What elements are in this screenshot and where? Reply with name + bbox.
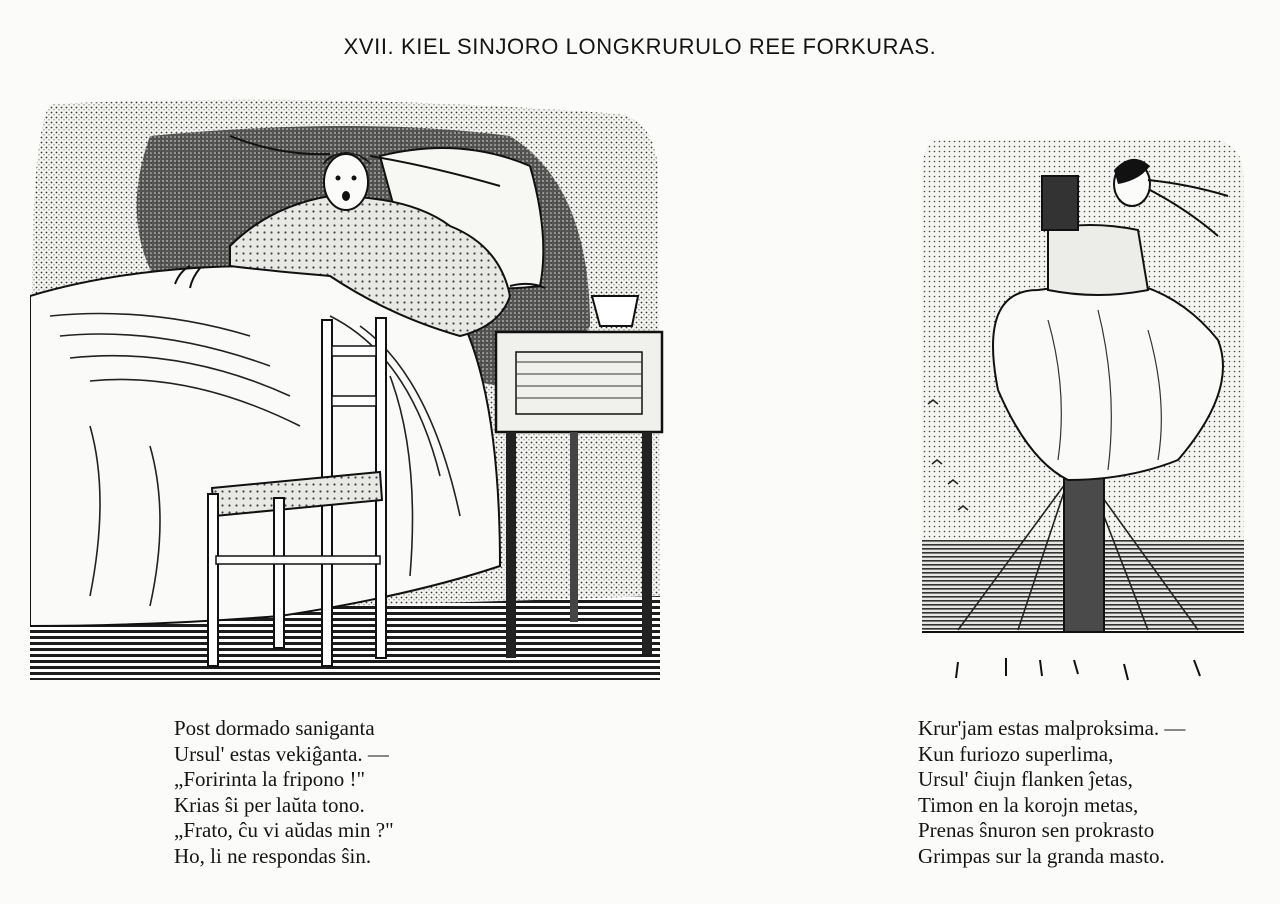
mast-illustration [918, 140, 1248, 688]
verse-line: Post dormado saniganta [174, 716, 375, 740]
verse-line: „Frato, ĉu vi aŭdas min ?" [174, 818, 394, 842]
verse-line: Ursul' ĉiujn flanken ĵetas, [918, 767, 1133, 791]
verse-right [918, 716, 1185, 869]
verse-line: Prenas ŝnuron sen prokrasto [918, 818, 1155, 842]
verse-line: Krur'jam estas malproksima. — [918, 716, 1186, 740]
verse-line: Krias ŝi per laŭta tono. [174, 792, 365, 817]
verse-line: Kun furiozo superlima, [918, 741, 1114, 766]
verse-line: Ursul' estas vekiĝanta. — [174, 741, 389, 766]
verse-line: Ho, li ne respondas ŝin. [174, 843, 372, 868]
verse-line: Timon en la korojn metas, [918, 792, 1139, 817]
verse-line: „Foririnta la fripono !" [174, 767, 366, 791]
bedroom-illustration [30, 96, 666, 680]
verse-left [174, 716, 394, 869]
verse-line: Grimpas sur la granda masto. [918, 843, 1165, 868]
page-title: XVII. KIEL SINJORO LONGKRURULO REE FORKURAS. [343, 34, 937, 59]
